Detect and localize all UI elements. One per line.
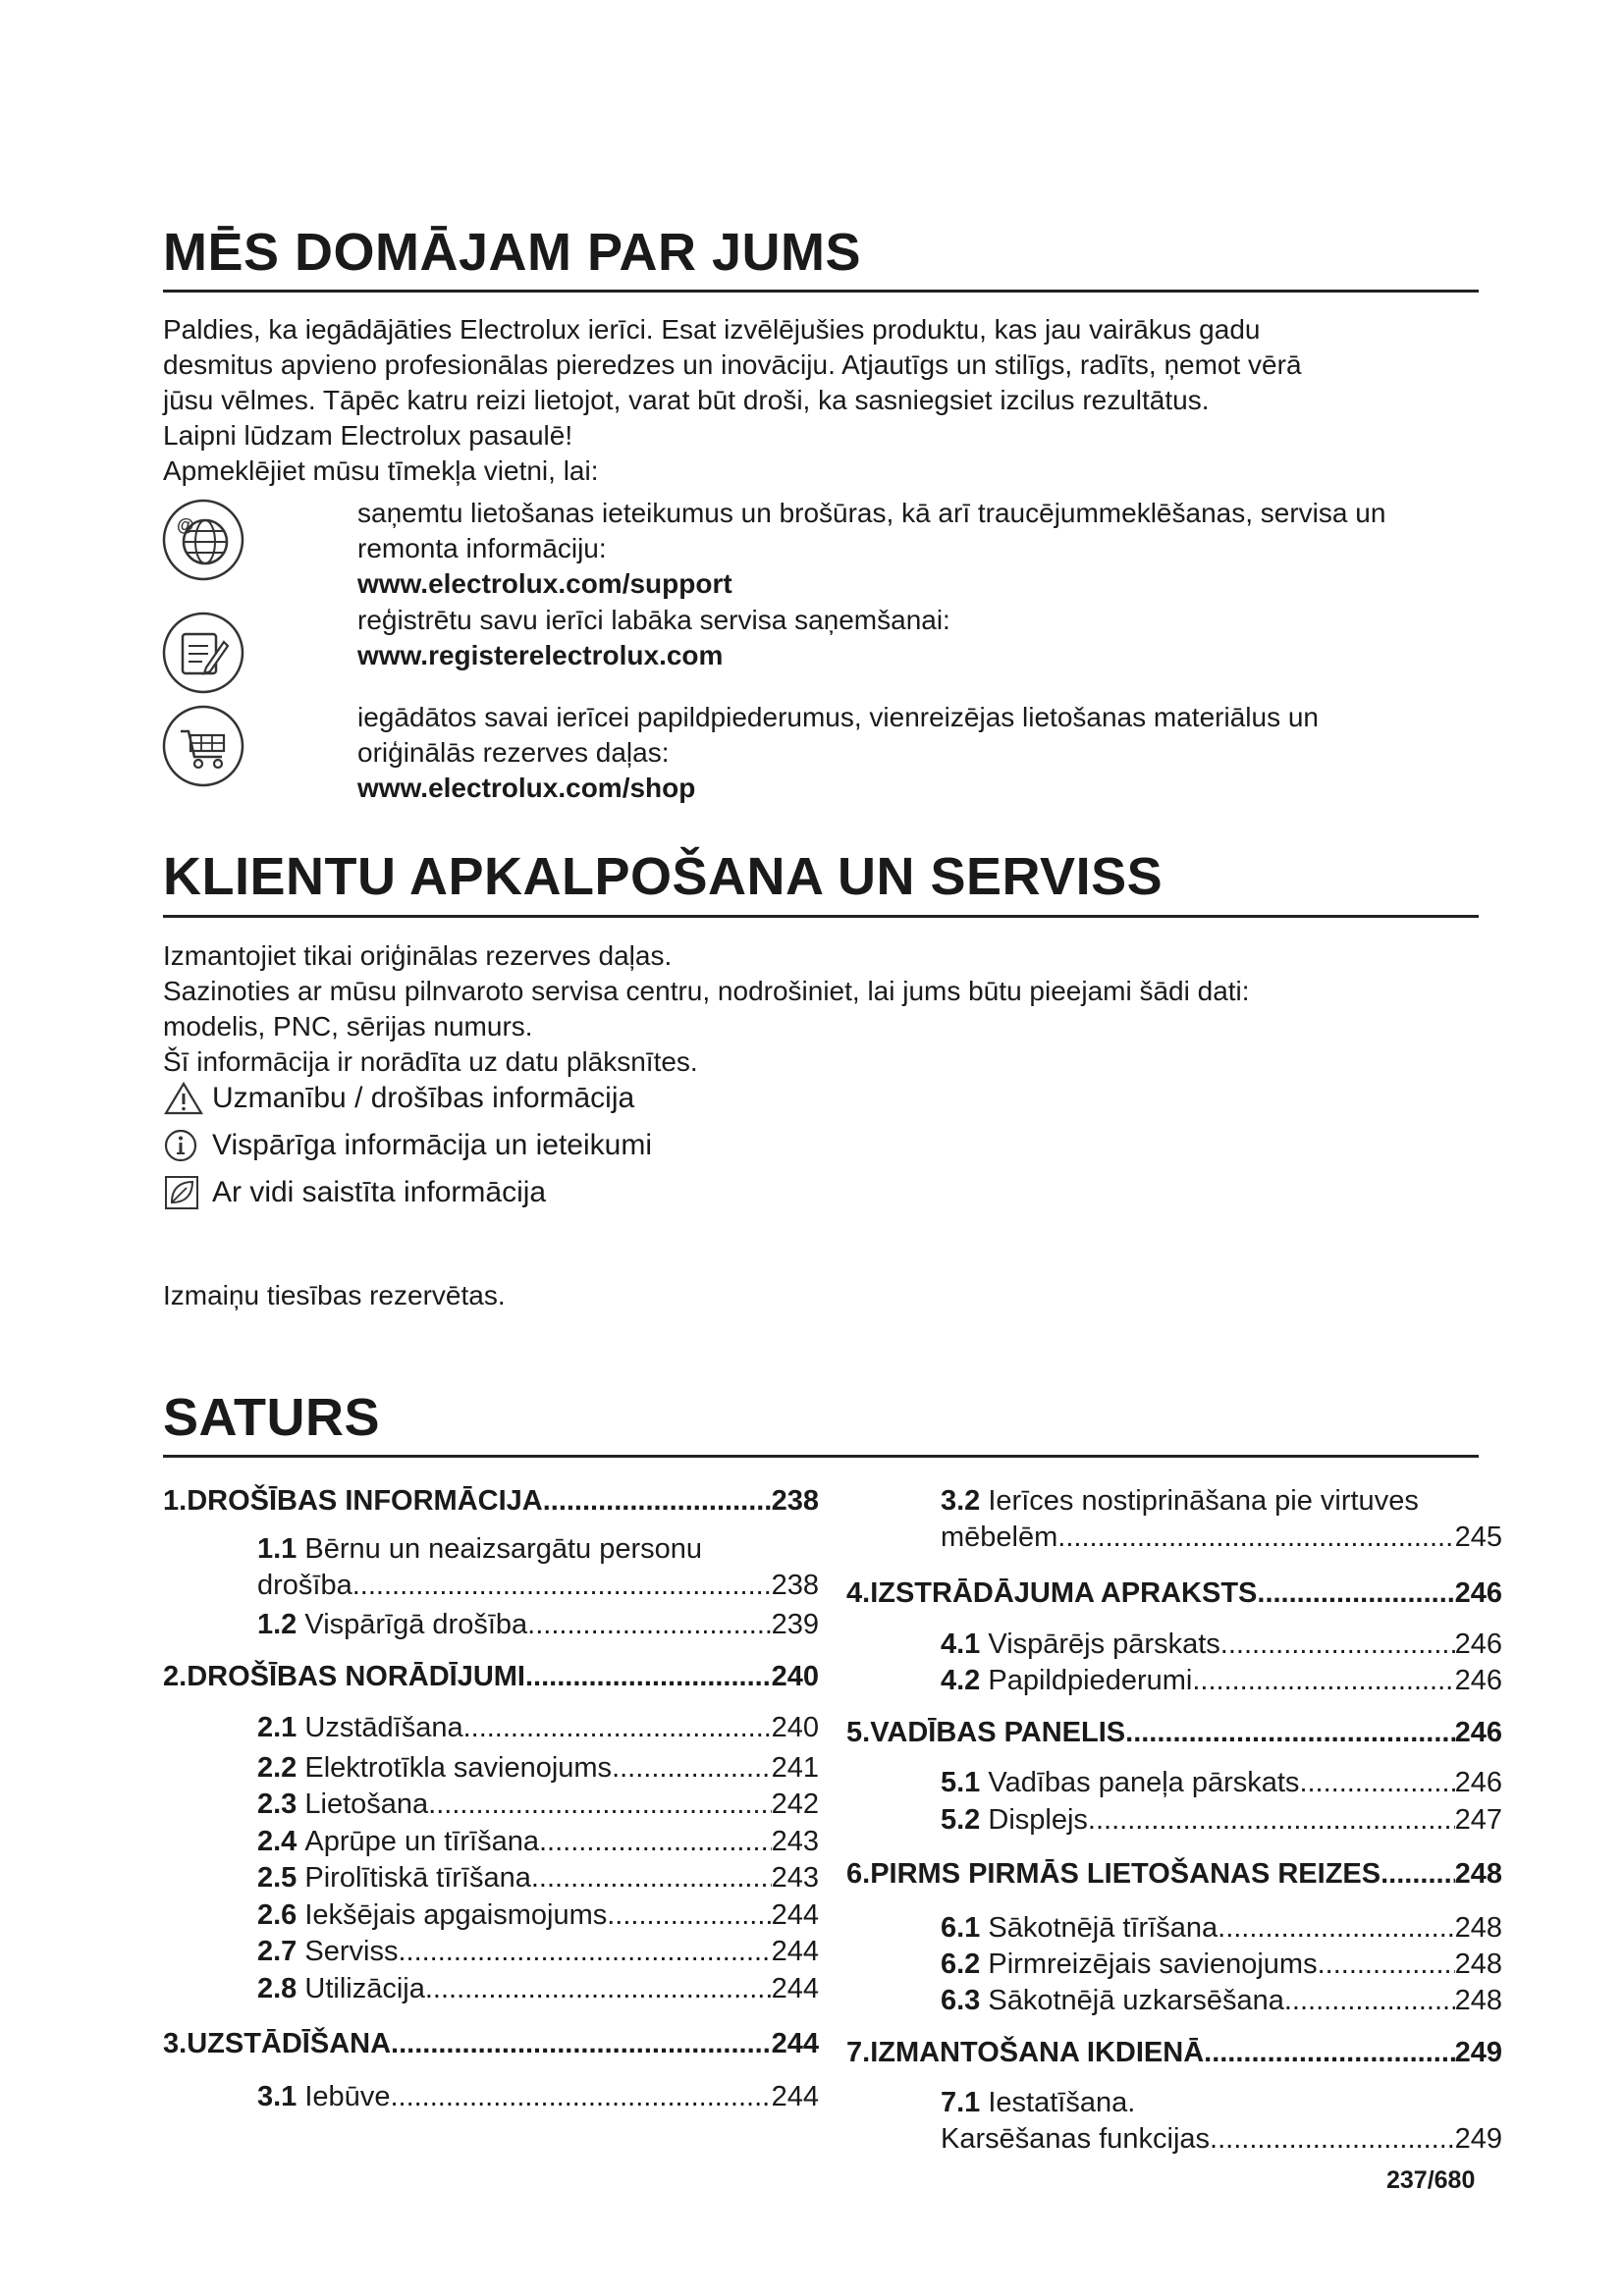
toc-entry-number: 1. bbox=[163, 1485, 188, 1517]
toc-leader-dots bbox=[1257, 1575, 1454, 1612]
toc-entry-label: Iebūve bbox=[304, 2081, 391, 2112]
toc-leader-dots bbox=[1318, 1947, 1455, 1983]
service-line: Sazinoties ar mūsu pilnvaroto servisa centru, nodrošiniet, lai jums būtu pieejami šādi dati: bbox=[163, 976, 1250, 1006]
svg-text:@: @ bbox=[177, 515, 194, 535]
section-title-we-think: MĒS DOMĀJAM PAR JUMS bbox=[163, 223, 862, 282]
toc-entry-number: 7. bbox=[846, 2037, 871, 2068]
toc-entry-number: 2.7 bbox=[257, 1936, 305, 1967]
toc-entry-label: Bērnu un neaizsargātu personu bbox=[304, 1533, 703, 1565]
toc-leader-dots bbox=[1057, 1520, 1454, 1556]
toc-entry-page: 248 bbox=[1454, 1912, 1502, 1944]
toc-entry-label: Vadības paneļa pārskats bbox=[988, 1767, 1300, 1798]
shopping-cart-icon bbox=[161, 704, 245, 788]
toc-leader-dots bbox=[1125, 1715, 1454, 1751]
rights-reserved: Izmaiņu tiesības rezervētas. bbox=[163, 1280, 506, 1310]
toc-entry-page: 245 bbox=[1454, 1522, 1502, 1553]
toc-entry-label: Uzstādīšana bbox=[304, 1712, 463, 1743]
toc-leader-dots bbox=[527, 1607, 771, 1643]
toc-entry-number: 3. bbox=[163, 2028, 188, 2059]
toc-leader-dots bbox=[1210, 2121, 1455, 2158]
toc-leader-dots bbox=[463, 1710, 772, 1746]
toc-entry-page: 240 bbox=[771, 1712, 819, 1743]
toc-entry-label: VADĪBAS PANELIS bbox=[870, 1717, 1126, 1748]
globe-at-icon bbox=[161, 498, 245, 582]
toc-entry-page: 244 bbox=[771, 1973, 819, 2004]
toc-entry-page: 248 bbox=[1454, 1858, 1502, 1890]
toc-entry-number: 5. bbox=[846, 1717, 871, 1748]
toc-entry[interactable] bbox=[257, 1824, 819, 1860]
toc-chapter[interactable] bbox=[163, 2026, 819, 2062]
toc-entry-label: Elektrotīkla savienojums bbox=[304, 1752, 613, 1784]
toc-entry-label: Pirmreizējais savienojums bbox=[988, 1949, 1318, 1980]
toc-entry-page: 244 bbox=[771, 2028, 819, 2059]
toc-entry-number: 2.3 bbox=[257, 1789, 305, 1820]
toc-entry-page: 239 bbox=[771, 1609, 819, 1640]
shop-text: oriģinālās rezerves daļas: bbox=[357, 737, 670, 768]
register-text: reģistrētu savu ierīci labāka servisa saņemšanai: bbox=[357, 605, 950, 635]
toc-chapter[interactable] bbox=[846, 1575, 1502, 1612]
toc-leader-dots bbox=[543, 1483, 772, 1520]
intro-paragraph bbox=[163, 312, 1302, 489]
toc-entry-label: Serviss bbox=[304, 1936, 399, 1967]
intro-line: desmitus apvieno profesionālas pieredzes un inovāciju. Atjautīgs un stilīgs, radīts, ņemot vērā bbox=[163, 349, 1302, 380]
toc-entry-number: 6.3 bbox=[941, 1985, 989, 2016]
register-link[interactable]: www.registerelectrolux.com bbox=[357, 640, 724, 670]
toc-entry-number: 2.8 bbox=[257, 1973, 305, 2004]
toc-entry-label: Iekšējais apgaismojums bbox=[304, 1899, 608, 1931]
toc-entry-page: 249 bbox=[1454, 2123, 1502, 2155]
toc-entry-number: 6. bbox=[846, 1858, 871, 1890]
toc-entry-number: 5.1 bbox=[941, 1767, 989, 1798]
service-line: Izmantojiet tikai oriģinālas rezerves daļas. bbox=[163, 940, 673, 971]
toc-entry-label: Aprūpe un tīrīšana bbox=[304, 1826, 539, 1857]
toc-entry-page: 238 bbox=[771, 1570, 819, 1601]
shop-text: iegādātos savai ierīcei papildpiederumus, vienreizējas lietošanas materiālus un bbox=[357, 702, 1319, 732]
toc-entry-number: 7.1 bbox=[941, 2087, 989, 2118]
toc-entry[interactable] bbox=[941, 1983, 1502, 2019]
info-circle-icon bbox=[163, 1127, 204, 1164]
intro-line: jūsu vēlmes. Tāpēc katru reizi lietojot, varat būt droši, ka sasniegsiet izcilus rezultātus. bbox=[163, 385, 1210, 415]
toc-entry-label: Sākotnējā uzkarsēšana bbox=[988, 1985, 1284, 2016]
toc-entry[interactable] bbox=[941, 1483, 1502, 1520]
register-block bbox=[357, 603, 950, 673]
leaf-environment-icon bbox=[163, 1174, 204, 1211]
support-text: remonta informāciju: bbox=[357, 533, 607, 563]
toc-leader-dots bbox=[1380, 1856, 1455, 1893]
toc-leader-dots bbox=[1218, 1910, 1454, 1947]
toc-entry-label: IZMANTOŠANA IKDIENĀ bbox=[870, 2037, 1205, 2068]
toc-chapter[interactable] bbox=[846, 1715, 1502, 1751]
page-number: 237/680 bbox=[1386, 2166, 1476, 2194]
toc-entry-page: 241 bbox=[771, 1752, 819, 1784]
toc-entry-label: DROŠĪBAS NORĀDĪJUMI bbox=[187, 1661, 525, 1692]
title-rule bbox=[163, 1455, 1479, 1458]
service-line: modelis, PNC, sērijas numurs. bbox=[163, 1011, 533, 1041]
toc-entry-label: Pirolītiskā tīrīšana bbox=[304, 1862, 531, 1894]
toc-entry-number: 2.5 bbox=[257, 1862, 305, 1894]
warning-triangle-icon bbox=[163, 1080, 204, 1117]
toc-entry-page: 246 bbox=[1454, 1665, 1502, 1696]
toc-entry-page: 247 bbox=[1454, 1804, 1502, 1836]
toc-entry-label: IZSTRĀDĀJUMA APRAKSTS bbox=[870, 1577, 1258, 1609]
toc-entry-label: mēbelēm bbox=[941, 1522, 1058, 1553]
toc-leader-dots bbox=[1204, 2035, 1454, 2071]
toc-chapter[interactable] bbox=[846, 2035, 1502, 2071]
toc-leader-dots bbox=[607, 1897, 771, 1934]
toc-chapter[interactable] bbox=[163, 1483, 819, 1520]
legend-row-environment bbox=[163, 1174, 546, 1211]
toc-entry-number: 3.1 bbox=[257, 2081, 305, 2112]
toc-entry[interactable] bbox=[941, 2085, 1502, 2121]
toc-entry[interactable] bbox=[257, 1710, 819, 1746]
toc-entry-page: 242 bbox=[771, 1789, 819, 1820]
intro-line: Laipni lūdzam Electrolux pasaulē! bbox=[163, 420, 573, 451]
toc-entry-label: UZSTĀDĪŠANA bbox=[187, 2028, 392, 2059]
toc-entry-number: 2.1 bbox=[257, 1712, 305, 1743]
toc-entry-continuation[interactable] bbox=[941, 1520, 1502, 1556]
toc-chapter[interactable] bbox=[846, 1856, 1502, 1893]
toc-entry-label: Papildpiederumi bbox=[988, 1665, 1193, 1696]
toc-entry-page: 248 bbox=[1454, 1985, 1502, 2016]
toc-entry-page: 240 bbox=[771, 1661, 819, 1692]
toc-entry-number: 4. bbox=[846, 1577, 871, 1609]
toc-entry-number: 2.6 bbox=[257, 1899, 305, 1931]
toc-entry-label: Vispārējs pārskats bbox=[988, 1629, 1220, 1660]
toc-leader-dots bbox=[398, 1934, 771, 1970]
toc-entry-number: 4.2 bbox=[941, 1665, 989, 1696]
toc-chapter[interactable] bbox=[163, 1659, 819, 1695]
intro-line: Paldies, ka iegādājāties Electrolux ierīci. Esat izvēlējušies produktu, kas jau vairākus gadu bbox=[163, 314, 1261, 345]
toc-leader-dots bbox=[391, 2026, 772, 2062]
toc-entry-number: 6.1 bbox=[941, 1912, 989, 1944]
toc-entry-number: 5.2 bbox=[941, 1804, 989, 1836]
toc-leader-dots bbox=[1284, 1983, 1455, 2019]
toc-entry-page: 244 bbox=[771, 1936, 819, 1967]
toc-leader-dots bbox=[1192, 1663, 1454, 1699]
toc-entry-label: Vispārīgā drošība bbox=[304, 1609, 528, 1640]
support-block bbox=[357, 496, 1385, 602]
toc-entry[interactable] bbox=[257, 1934, 819, 1970]
toc-entry-continuation[interactable] bbox=[257, 1568, 819, 1604]
toc-title: SATURS bbox=[163, 1388, 381, 1447]
toc-leader-dots bbox=[425, 1971, 772, 2007]
legend-text: Vispārīga informācija un ieteikumi bbox=[212, 1129, 652, 1161]
toc-entry[interactable] bbox=[941, 1765, 1502, 1801]
toc-leader-dots bbox=[1220, 1627, 1455, 1663]
toc-entry[interactable] bbox=[941, 1627, 1502, 1663]
toc-entry-number: 1.1 bbox=[257, 1533, 305, 1565]
toc-entry-label: Ierīces nostiprināšana pie virtuves bbox=[988, 1485, 1419, 1517]
support-text: saņemtu lietošanas ieteikumus un brošūras, kā arī traucējummeklēšanas, servisa un bbox=[357, 498, 1386, 528]
toc-leader-dots bbox=[352, 1568, 772, 1604]
toc-leader-dots bbox=[1088, 1802, 1455, 1839]
toc-entry-number: 3.2 bbox=[941, 1485, 989, 1517]
shop-block bbox=[357, 700, 1319, 806]
toc-entry[interactable] bbox=[257, 1860, 819, 1896]
toc-entry-page: 243 bbox=[771, 1826, 819, 1857]
toc-entry[interactable] bbox=[257, 1787, 819, 1823]
toc-entry-label: Karsēšanas funkcijas bbox=[941, 2123, 1211, 2155]
toc-entry-page: 246 bbox=[1454, 1767, 1502, 1798]
toc-entry[interactable] bbox=[941, 1802, 1502, 1839]
toc-entry-continuation[interactable] bbox=[941, 2121, 1502, 2158]
toc-entry-label: drošība bbox=[257, 1570, 352, 1601]
shop-link[interactable]: www.electrolux.com/shop bbox=[357, 773, 696, 803]
toc-entry-number: 2.2 bbox=[257, 1752, 305, 1784]
toc-entry-label: Lietošana bbox=[304, 1789, 429, 1820]
toc-entry-label: Iestatīšana. bbox=[988, 2087, 1136, 2118]
title-rule bbox=[163, 915, 1479, 918]
toc-entry-page: 243 bbox=[771, 1862, 819, 1894]
toc-entry[interactable] bbox=[257, 1897, 819, 1934]
toc-entry-page: 244 bbox=[771, 1899, 819, 1931]
legend-row-warning bbox=[163, 1080, 634, 1117]
support-link[interactable]: www.electrolux.com/support bbox=[357, 568, 732, 599]
toc-leader-dots bbox=[539, 1824, 772, 1860]
legend-row-info bbox=[163, 1127, 652, 1164]
toc-leader-dots bbox=[531, 1860, 772, 1896]
toc-entry[interactable] bbox=[257, 1971, 819, 2007]
toc-entry-number: 1.2 bbox=[257, 1609, 305, 1640]
service-paragraph bbox=[163, 938, 1250, 1080]
toc-entry-number: 2.4 bbox=[257, 1826, 305, 1857]
toc-entry-page: 246 bbox=[1454, 1577, 1502, 1609]
toc-entry[interactable] bbox=[257, 1607, 819, 1643]
toc-entry-label: Utilizācija bbox=[304, 1973, 425, 2004]
toc-entry-number: 4.1 bbox=[941, 1629, 989, 1660]
toc-entry-label: Sākotnējā tīrīšana bbox=[988, 1912, 1218, 1944]
toc-leader-dots bbox=[428, 1787, 771, 1823]
toc-entry-page: 244 bbox=[771, 2081, 819, 2112]
toc-entry-page: 238 bbox=[771, 1485, 819, 1517]
toc-entry-page: 248 bbox=[1454, 1949, 1502, 1980]
toc-entry[interactable] bbox=[941, 1910, 1502, 1947]
toc-entry[interactable] bbox=[257, 1531, 819, 1568]
legend-text: Ar vidi saistīta informācija bbox=[212, 1176, 547, 1208]
service-line: Šī informācija ir norādīta uz datu plāksnītes. bbox=[163, 1046, 698, 1077]
toc-entry-number: 2. bbox=[163, 1661, 188, 1692]
toc-leader-dots bbox=[1299, 1765, 1454, 1801]
toc-entry-page: 249 bbox=[1454, 2037, 1502, 2068]
toc-entry[interactable] bbox=[257, 1750, 819, 1787]
toc-entry[interactable] bbox=[941, 1663, 1502, 1699]
toc-leader-dots bbox=[390, 2079, 771, 2115]
toc-leader-dots bbox=[612, 1750, 772, 1787]
toc-entry-number: 6.2 bbox=[941, 1949, 989, 1980]
toc-entry[interactable] bbox=[257, 2079, 819, 2115]
title-rule bbox=[163, 290, 1479, 293]
toc-entry-page: 246 bbox=[1454, 1717, 1502, 1748]
legend-text: Uzmanību / drošības informācija bbox=[212, 1082, 635, 1114]
register-form-icon bbox=[161, 611, 245, 695]
toc-entry-label: PIRMS PIRMĀS LIETOŠANAS REIZES bbox=[870, 1858, 1381, 1890]
section-title-customer-service: KLIENTU APKALPOŠANA UN SERVISS bbox=[163, 847, 1164, 906]
toc-entry[interactable] bbox=[941, 1947, 1502, 1983]
intro-line: Apmeklējiet mūsu tīmekļa vietni, lai: bbox=[163, 455, 599, 486]
toc-entry-label: Displejs bbox=[988, 1804, 1088, 1836]
toc-entry-label: DROŠĪBAS INFORMĀCIJA bbox=[187, 1485, 543, 1517]
toc-entry-page: 246 bbox=[1454, 1629, 1502, 1660]
toc-leader-dots bbox=[525, 1659, 772, 1695]
